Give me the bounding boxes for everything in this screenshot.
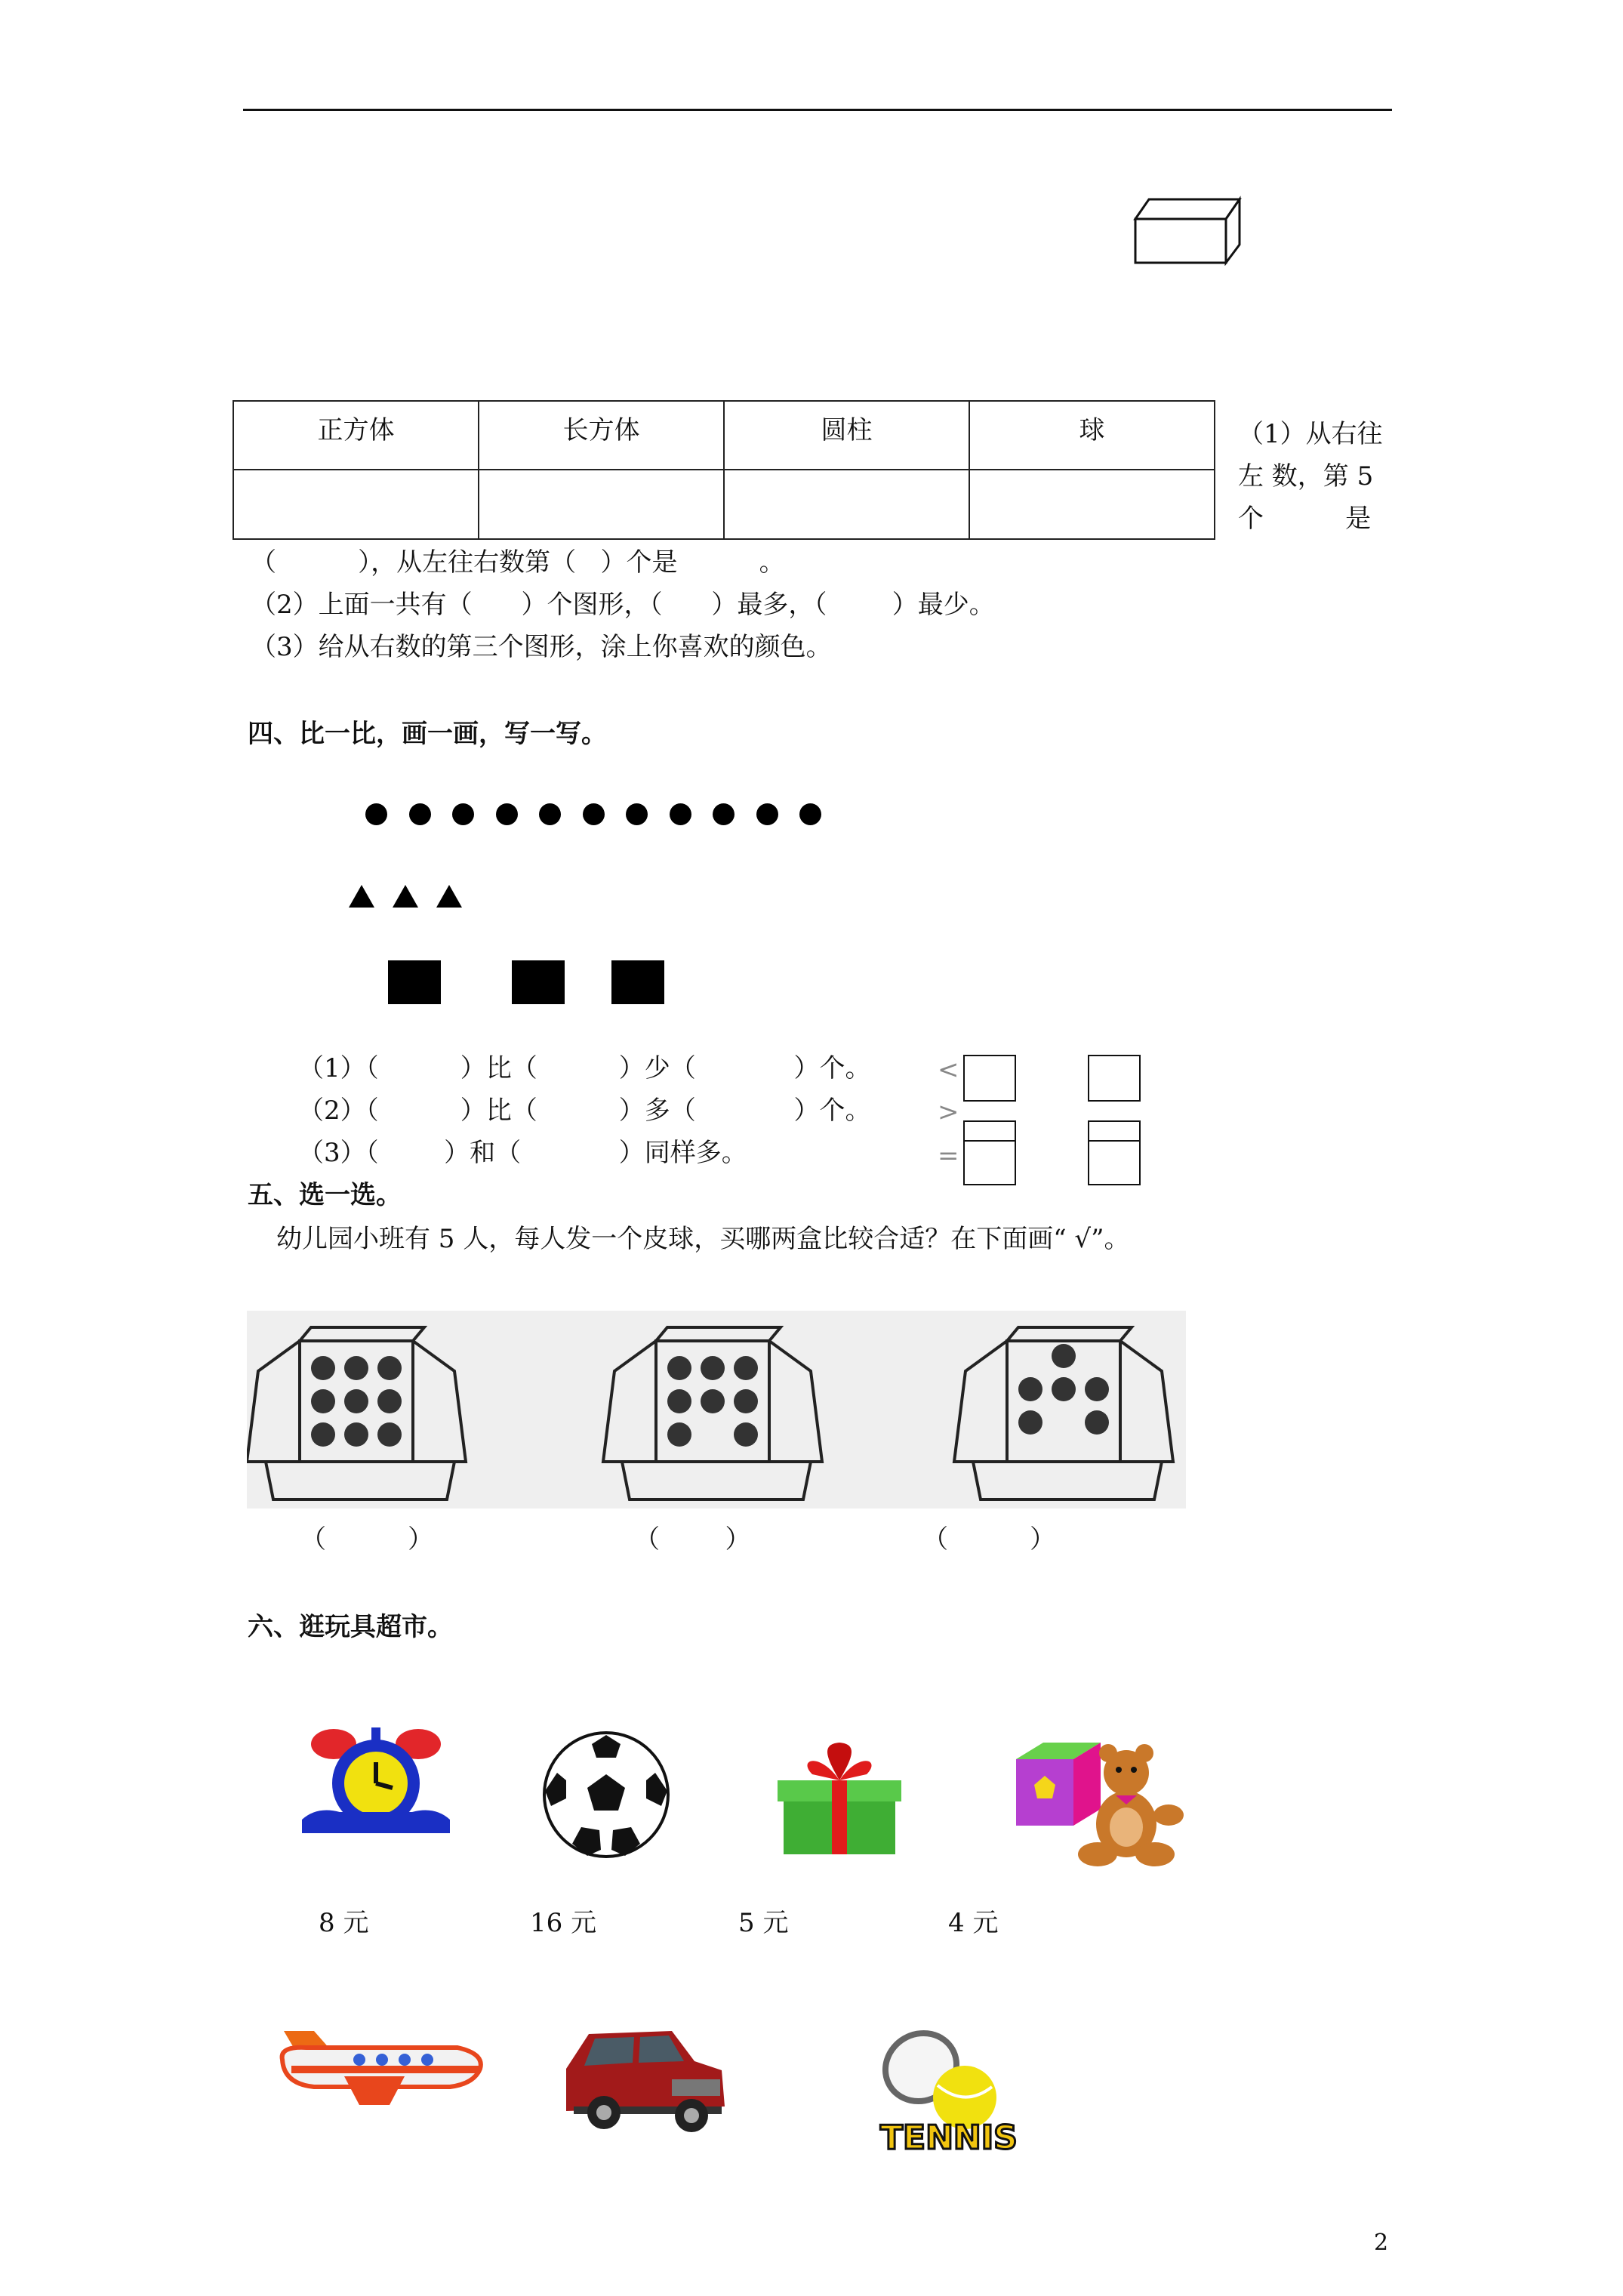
equals-symbol: = (938, 1141, 959, 1171)
q1-line-b: 左 数，第 5 (1238, 461, 1374, 492)
ball-mark (311, 1356, 335, 1380)
square-shape (388, 960, 441, 1004)
ball-mark (701, 1389, 725, 1413)
section-6-title: 六、逛玩具超市。 (248, 1612, 453, 1642)
cuboid-figure (1132, 195, 1246, 266)
triangle-shape (393, 885, 418, 908)
answer-box[interactable] (1088, 1120, 1141, 1185)
ball-mark (1052, 1344, 1076, 1368)
triangle-shape (349, 885, 374, 908)
section-5-question: 幼儿园小班有 5 人，每人发一个皮球，买哪两盒比较合适？在下面画“ √”。 (276, 1224, 1130, 1254)
q1-line-a: （1）从右往 (1238, 419, 1383, 449)
compare-question-3: （3）（ ）和（ ）同样多。 (298, 1138, 747, 1168)
q1-line-c: 个 是 (1238, 504, 1372, 534)
ball-mark (1085, 1410, 1109, 1435)
question-3: （3）给从右数的第三个图形，涂上你喜欢的颜色。 (251, 632, 832, 662)
tennis-racket-ball-image (874, 2025, 1072, 2161)
triangle-shape (436, 885, 462, 908)
table-header-cuboid: 长方体 (479, 401, 724, 470)
ball-boxes-image (247, 1311, 1186, 1509)
ball-mark (311, 1389, 335, 1413)
ball-mark (667, 1389, 691, 1413)
table-header-cube: 正方体 (233, 401, 479, 470)
dot-shape (496, 803, 518, 825)
table-cell-answer[interactable] (479, 470, 724, 539)
dot-shape (539, 803, 561, 825)
page-number: 2 (1374, 2230, 1389, 2256)
dot-shape (409, 803, 431, 825)
answer-slot-3[interactable]: （ ） (922, 1524, 1056, 1555)
q1-continuation: （ ），从左往右数第（ ）个是 。 (251, 547, 785, 578)
ball-mark (377, 1389, 402, 1413)
alarm-clock-image (287, 1723, 465, 1836)
ball-mark (377, 1422, 402, 1447)
answer-slot-2[interactable]: （ ） (634, 1524, 751, 1555)
ball-mark (377, 1356, 402, 1380)
dot-shape (365, 803, 387, 825)
dot-shape (799, 803, 821, 825)
section-5-title: 五、选一选。 (248, 1180, 402, 1210)
compare-question-2: （2）（ ）比（ ）多（ ）个。 (298, 1096, 871, 1126)
header-rule (243, 109, 1392, 111)
ball-mark (344, 1356, 368, 1380)
ball-mark (311, 1422, 335, 1447)
less-than-symbol: < (938, 1055, 959, 1085)
ball-mark (1018, 1410, 1042, 1435)
toy-airplane-image (276, 2023, 486, 2108)
toy-jeep-image (559, 2023, 729, 2137)
dot-shape (452, 803, 474, 825)
question-2: （2）上面一共有（ ）个图形，（ ）最多，（ ）最少。 (251, 590, 995, 620)
price-gift-box: 5 元 (738, 1908, 789, 1938)
price-alarm-clock: 8 元 (319, 1908, 369, 1938)
table-cell-answer[interactable] (969, 470, 1215, 539)
square-shape (512, 960, 565, 1004)
answer-slot-1[interactable]: （ ） (300, 1524, 434, 1555)
greater-than-symbol: > (938, 1097, 959, 1127)
ball-mark (1052, 1377, 1076, 1401)
ball-mark (734, 1389, 758, 1413)
answer-box[interactable] (963, 1120, 1016, 1185)
price-block-and-bear: 4 元 (948, 1908, 999, 1938)
dot-shape (583, 803, 605, 825)
square-shape (611, 960, 664, 1004)
ball-mark (344, 1389, 368, 1413)
compare-question-1: （1）（ ）比（ ）少（ ）个。 (298, 1053, 871, 1083)
table-header-cylinder: 圆柱 (724, 401, 969, 470)
ball-mark (667, 1422, 691, 1447)
ball-mark (734, 1356, 758, 1380)
answer-box[interactable] (963, 1055, 1016, 1102)
ball-mark (734, 1422, 758, 1447)
dot-shape (626, 803, 648, 825)
gift-box-image (775, 1737, 904, 1856)
shape-count-table (233, 400, 1215, 540)
table-cell-answer[interactable] (724, 470, 969, 539)
toy-block-and-teddy-bear-image (1013, 1737, 1187, 1869)
section-4-title: 四、比一比，画一画，写一写。 (248, 719, 607, 749)
dot-shape (670, 803, 691, 825)
ball-mark (1018, 1377, 1042, 1401)
ball-mark (667, 1356, 691, 1380)
ball-mark (1085, 1377, 1109, 1401)
tennis-logo-text: TENNIS (880, 2119, 1018, 2157)
soccer-ball-image (542, 1730, 670, 1859)
table-cell-answer[interactable] (233, 470, 479, 539)
answer-box[interactable] (1088, 1055, 1141, 1102)
table-header-sphere: 球 (969, 401, 1215, 470)
dot-shape (756, 803, 778, 825)
price-soccer-ball: 16 元 (530, 1908, 597, 1938)
ball-mark (344, 1422, 368, 1447)
ball-mark (701, 1356, 725, 1380)
dot-shape (713, 803, 735, 825)
